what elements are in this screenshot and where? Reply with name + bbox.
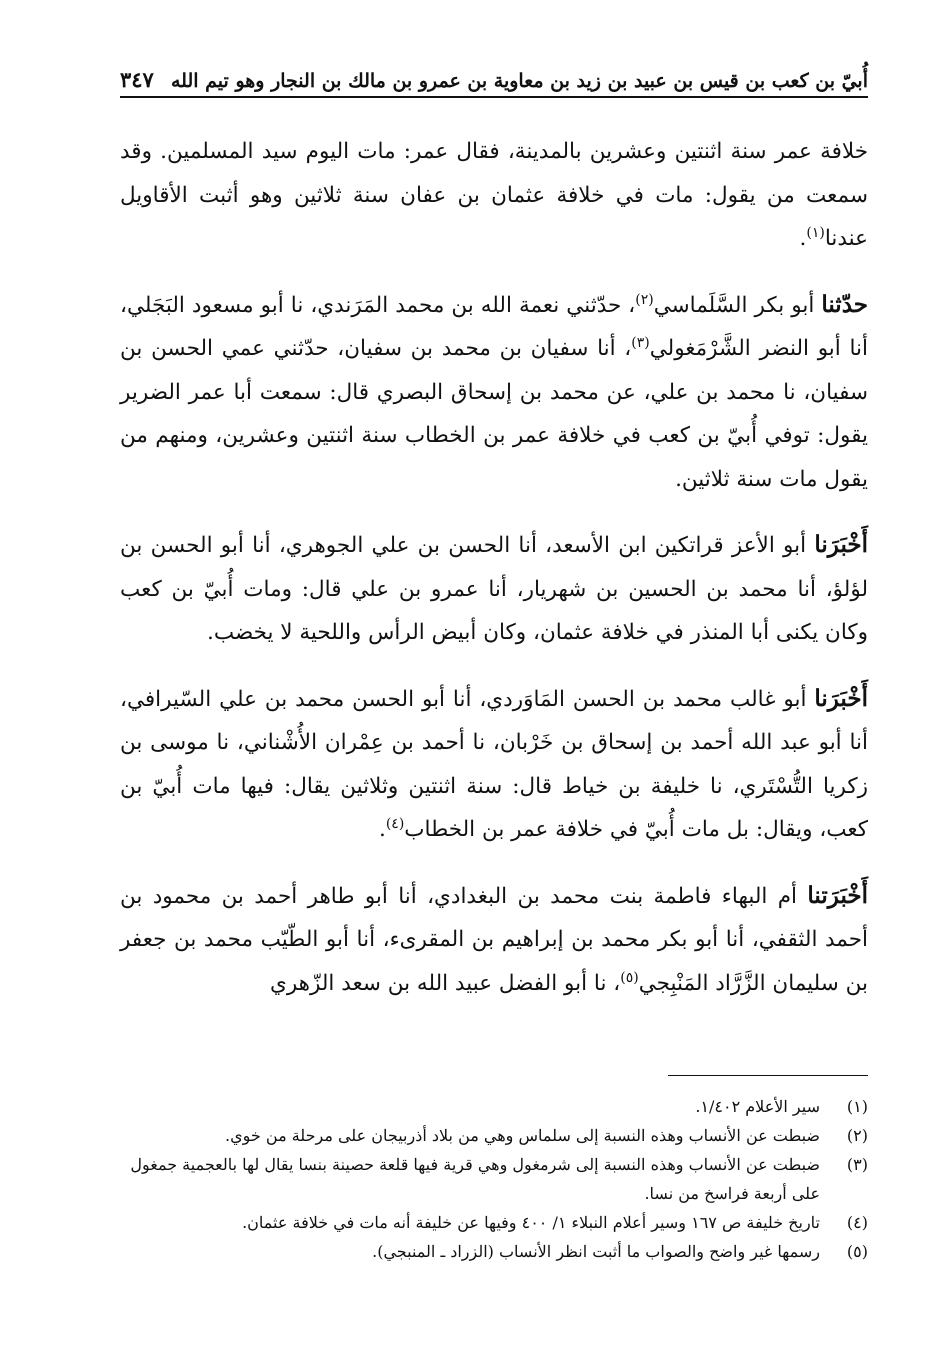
paragraph-text: ، حدّثني نعمة الله بن محمد المَرَندي، نا أبو مسعود البَجَلي، أنا أبو النضر الشَّرْمَغولي [120,292,868,361]
running-header [120,58,868,98]
footnote-item [120,1237,868,1266]
narration-lead-word: أَخْبَرَنا [814,531,868,558]
paragraph-text: ، أنا سفيان بن محمد بن سفيان، حدّثني عمي الحسن بن سفيان، نا محمد بن علي، عن محمد بن إسحاق البصري قال: سمعت أبا عمر الضرير يقول: توفي أُبيّ بن كعب في خلافة عمر بن الخطاب سنة اثنتين وعشرين، ومنهم من يقول مات سنة ثلاثين. [120,336,868,492]
footnote-text: ضبطت عن الأنساب وهذه النسبة إلى شرمغول وهي قرية فيها قلعة حصينة بنسا يقال لها بالعجمية جمغول على أربعة فراسخ من نسا. [130,1155,820,1203]
narration-lead-word: حدّثنا [821,290,868,318]
page-number: ٣٤٧ [120,67,154,92]
paragraph-text-end: ، نا أبو الفضل عبيد الله بن سعد الزّهري [269,970,621,996]
footnote-item [120,1092,868,1121]
paragraph-text: أبو بكر السَّلَماسي [653,292,815,318]
footnote-number: (٣) [846,1155,868,1174]
narration-lead-word: أَخْبَرَنا [814,684,868,712]
footnotes [120,1092,868,1266]
footnote-reference[interactable]: (٥) [620,969,639,986]
header-title: أُبيّ بن كعب بن قيس بن عبيد بن زيد بن معاوية بن عمرو بن مالك بن النجار وهو تيم الله [171,70,868,92]
paragraph-text: أبو الأعز قراتكين ابن الأسعد، أنا الحسن بن علي الجوهري، أنا أبو الحسن بن لؤلؤ، أنا محمد بن الحسين بن شهريار، أنا عمرو بن علي قال: ومات أُبيّ بن كعب وكان يكنى أبا المنذر في خلافة عثمان، وكان أبيض الرأس واللحية لا يخضب. [120,533,868,645]
footnote-number: (١) [846,1097,868,1116]
footnote-item [120,1150,868,1208]
main-text [120,130,868,1027]
footnote-text: ضبطت عن الأنساب وهذه النسبة إلى سلماس وهي من بلاد أذربيجان على مرحلة من خوي. [225,1126,820,1145]
footnote-text: تاريخ خليفة ص ١٦٧ وسير أعلام النبلاء ١/ ٤٠٠ وفيها عن خليفة أنه مات في خلافة عثمان. [242,1213,820,1232]
footnote-number: (٥) [846,1242,868,1261]
footnote-item [120,1121,868,1150]
paragraph [120,130,868,261]
footnote-item [120,1208,868,1237]
paragraph-text-end: . [378,817,386,842]
footnote-number: (٢) [846,1126,868,1145]
paragraph [120,283,868,502]
paragraph-text-end: . [799,226,807,251]
footnote-text: سير الأعلام ١/٤٠٢. [695,1097,820,1116]
footnote-text: رسمها غير واضح والصواب ما أثبت انظر الأنساب (الزراد ـ المنبجي). [372,1242,820,1261]
paragraph-text: خلافة عمر سنة اثنتين وعشرين بالمدينة، فقال عمر: مات اليوم سيد المسلمين. وقد سمعت من يقول: مات في خلافة عثمان بن عفان سنة ثلاثين وهو أثبت الأقاويل عندنا [120,139,868,251]
footnote-reference[interactable]: (٢) [635,291,654,308]
paragraph-text: أم البهاء فاطمة بنت محمد بن البغدادي، أنا أبو طاهر أحمد بن محمود بن أحمد الثقفي، أنا أبو بكر محمد بن إبراهيم بن المقرىء، أنا أبو الطّيّب محمد بن جعفر بن سليمان الزَّرَّاد المَنْبِجي [120,883,868,996]
footnote-reference[interactable]: (٣) [631,334,650,351]
footnote-reference[interactable]: (١) [806,224,825,241]
paragraph [120,677,868,852]
footnote-number: (٤) [846,1213,868,1232]
paragraph-text: أبو غالب محمد بن الحسن المَاوَردي، أنا أبو الحسن محمد بن علي السّيرافي، أنا أبو عبد الله أحمد بن إسحاق بن خَرْبان، نا أحمد بن عِمْران الأُشْناني، نا موسى بن زكريا التُّسْتَري، نا خليفة بن خياط قال: سنة اثنتين وثلاثين يقال: فيها مات أُبيّ بن كعب، ويقال: بل مات أُبيّ في خلافة عمر بن الخطاب [120,686,868,842]
paragraph [120,523,868,655]
paragraph [120,874,868,1006]
footnote-divider [668,1075,868,1076]
footnote-reference[interactable]: (٤) [385,815,405,832]
narration-lead-word: أَخْبَرَتنا [807,881,868,909]
